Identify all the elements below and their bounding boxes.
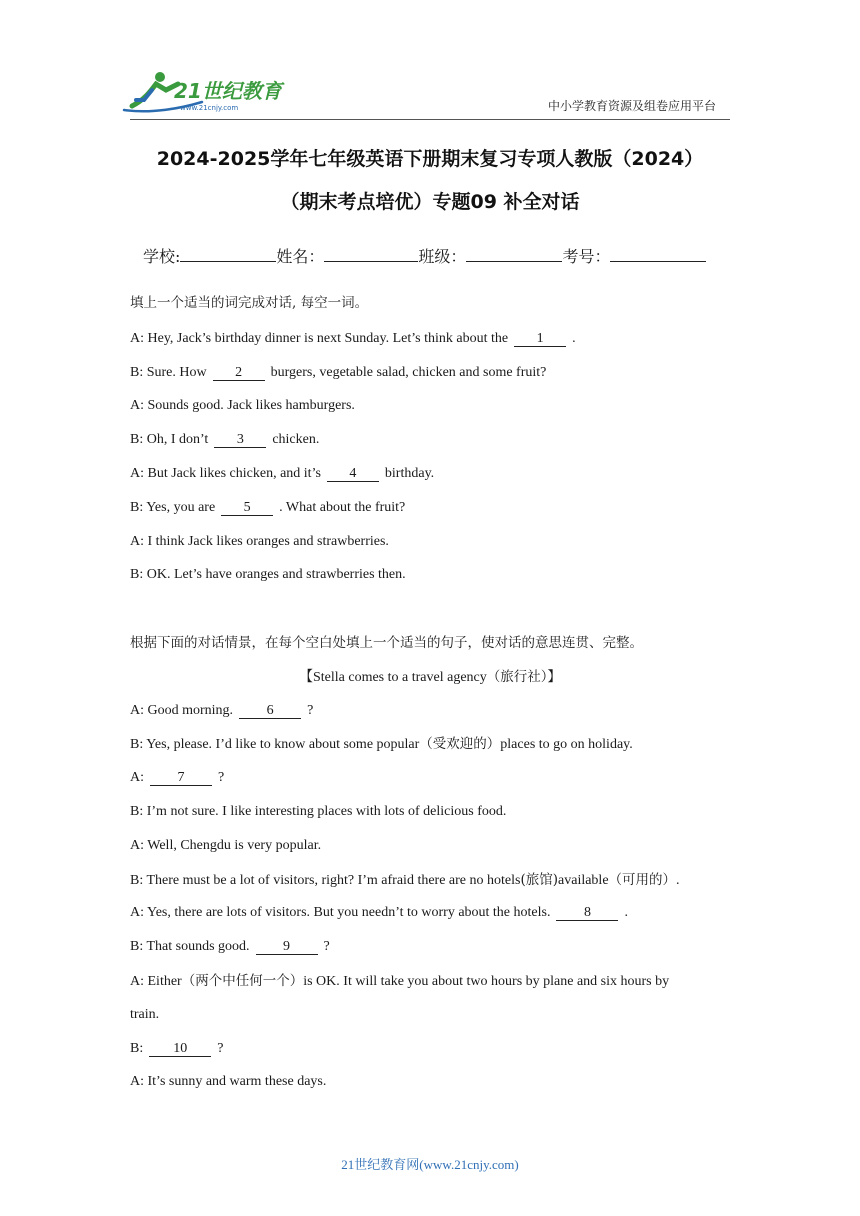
header-divider bbox=[130, 119, 730, 120]
dialogue-line: B: There must be a lot of visitors, right? I’m afraid there are no hotels(旅馆)available（可用的）. bbox=[130, 872, 680, 888]
platform-name: 中小学教育资源及组卷应用平台 bbox=[548, 99, 717, 113]
answer-blank[interactable]: 10 bbox=[149, 1041, 211, 1057]
dialogue-line: train. bbox=[130, 1007, 160, 1022]
dialogue-line: A: It’s sunny and warm these days. bbox=[130, 1074, 327, 1089]
dialogue-line: B: Oh, I don’t 3 chicken. bbox=[130, 432, 320, 447]
name-label: 姓名： bbox=[276, 247, 325, 266]
dialogue-line: B: Yes, you are 5 . What about the fruit? bbox=[130, 500, 406, 515]
scene-description: 【Stella comes to a travel agency（旅行社）】 bbox=[298, 669, 561, 685]
dialogue-line: A: Sounds good. Jack likes hamburgers. bbox=[130, 398, 355, 413]
dialogue-line: B: 10 ? bbox=[130, 1041, 224, 1056]
answer-blank[interactable]: 3 bbox=[214, 432, 266, 448]
answer-blank[interactable]: 7 bbox=[150, 770, 212, 786]
dialogue-line: A: But Jack likes chicken, and it’s 4 birthday. bbox=[130, 466, 435, 481]
answer-blank[interactable]: 2 bbox=[213, 365, 265, 381]
dialogue-line: A: Good morning. 6 ? bbox=[130, 703, 314, 718]
dialogue-line: A: I think Jack likes oranges and strawberries. bbox=[130, 534, 389, 549]
number-field[interactable] bbox=[610, 247, 706, 262]
answer-blank[interactable]: 5 bbox=[221, 500, 273, 516]
logo-text: 21世纪教育 bbox=[174, 79, 282, 103]
answer-blank[interactable]: 1 bbox=[514, 331, 566, 347]
page-footer[interactable]: 21世纪教育网(www.21cnjy.com) bbox=[341, 1157, 519, 1172]
answer-blank[interactable]: 6 bbox=[239, 703, 301, 719]
section1-instruction: 填上一个适当的词完成对话, 每空一词。 bbox=[130, 295, 369, 311]
dialogue-line: A: Either（两个中任何一个）is OK. It will take you about two hours by plane and six hours by bbox=[130, 973, 670, 989]
dialogue-line: B: I’m not sure. I like interesting places with lots of delicious food. bbox=[130, 804, 507, 819]
student-info bbox=[143, 244, 706, 267]
dialogue-line: A: Well, Chengdu is very popular. bbox=[130, 838, 322, 853]
dialogue-line: B: Sure. How 2 burgers, vegetable salad, chicken and some fruit? bbox=[130, 365, 547, 380]
class-label: 班级： bbox=[418, 247, 467, 266]
logo bbox=[122, 70, 292, 114]
dialogue-line: B: Yes, please. I’d like to know about some popular（受欢迎的）places to go on holiday. bbox=[130, 736, 633, 752]
answer-blank[interactable]: 8 bbox=[556, 905, 618, 921]
name-field[interactable] bbox=[324, 247, 418, 262]
answer-blank[interactable]: 4 bbox=[327, 466, 379, 482]
dialogue-line: A: Yes, there are lots of visitors. But you needn’t to worry about the hotels. 8 . bbox=[130, 905, 628, 920]
dialogue-line: B: OK. Let’s have oranges and strawberries then. bbox=[130, 567, 406, 582]
dialogue-line: A: Hey, Jack’s birthday dinner is next Sunday. Let’s think about the 1 . bbox=[130, 331, 576, 346]
page-title: 2024-2025学年七年级英语下册期末复习专项人教版（2024） bbox=[156, 148, 704, 170]
logo-url: www.21cnjy.com bbox=[180, 104, 239, 112]
school-label: 学校: bbox=[143, 247, 181, 266]
school-field[interactable] bbox=[180, 247, 276, 262]
answer-blank[interactable]: 9 bbox=[256, 939, 318, 955]
section2-instruction: 根据下面的对话情景，在每个空白处填上一个适当的句子，使对话的意思连贯、完整。 bbox=[130, 635, 643, 651]
class-field[interactable] bbox=[466, 247, 562, 262]
dialogue-line: A: 7 ? bbox=[130, 770, 225, 785]
dialogue-line: B: That sounds good. 9 ? bbox=[130, 939, 330, 954]
number-label: 考号： bbox=[562, 247, 611, 266]
page-subtitle: （期末考点培优）专题09 补全对话 bbox=[280, 191, 580, 213]
